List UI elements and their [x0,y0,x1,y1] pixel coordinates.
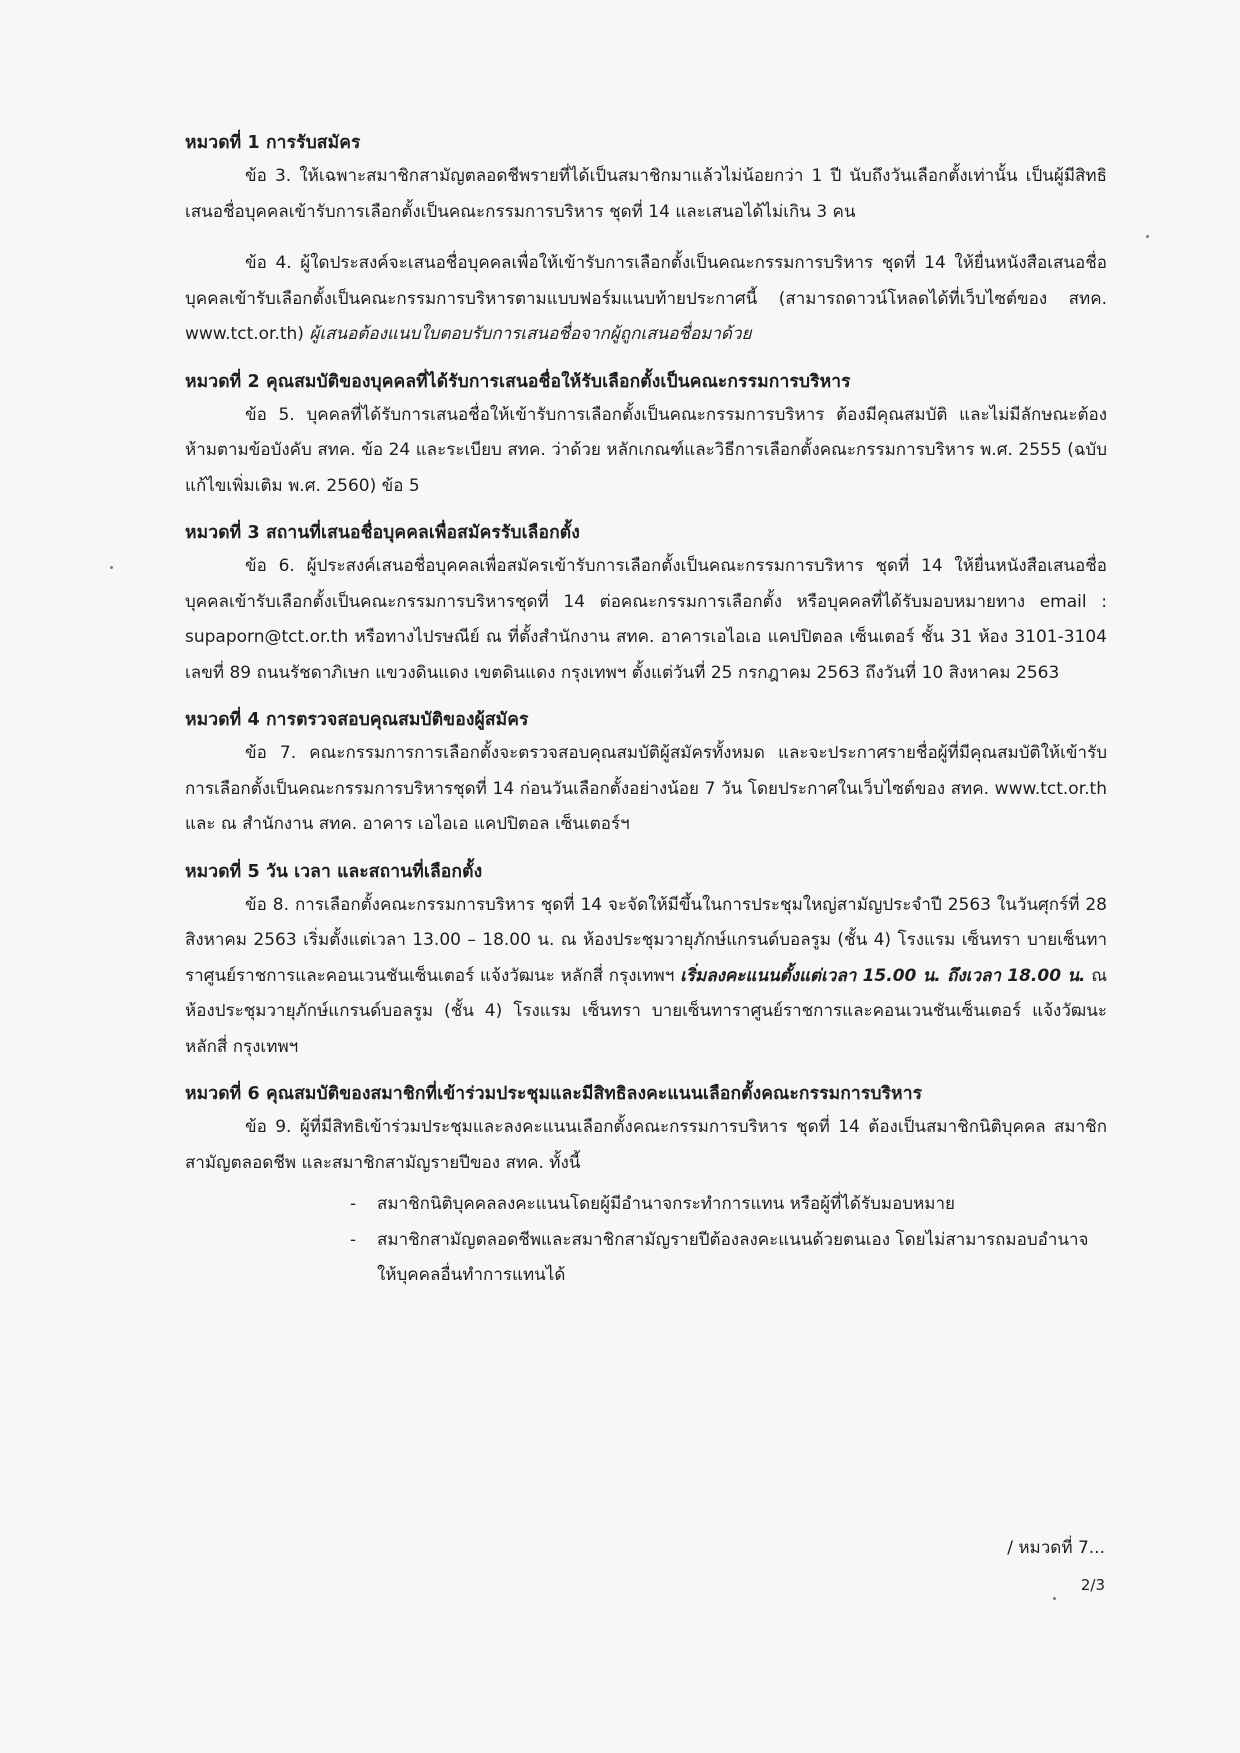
paragraph-7: ข้อ 7. คณะกรรมการการเลือกตั้งจะตรวจสอบคุณสมบัติผู้สมัครทั้งหมด และจะประกาศรายชื่อผู้ที่มีคุณสมบัติให้เข้ารับการเลือกตั้งเป็นคณะกรรมการบริหารชุดที่ 14 ก่อนวันเลือกตั้งอย่างน้อย 7 วัน โดยประกาศในเว็บไซต์ของ สทค. www.tct.or.th และ ณ สำนักงาน สทค. อาคาร เอไอเอ แคปปิตอล เซ็นเตอร์ฯ [185,743,1107,834]
list-item: - สมาชิกสามัญตลอดชีพและสมาชิกสามัญรายปีต้องลงคะแนนด้วยตนเอง โดยไม่สามารถมอบอำนาจให้บุคคลอื่นทำการแทนได้ [185,1223,1107,1294]
continuation-note: / หมวดที่ 7... [1007,1538,1105,1558]
bullet-marker: - [350,1194,357,1214]
bullet-list [185,1187,1107,1294]
section-heading: หมวดที่ 2 คุณสมบัติของบุคคลที่ได้รับการเสนอชื่อให้รับเลือกตั้งเป็นคณะกรรมการบริหาร [185,371,851,392]
paragraph-5: ข้อ 5. บุคคลที่ได้รับการเสนอชื่อให้เข้ารับการเลือกตั้งเป็นคณะกรรมการบริหาร ต้องมีคุณสมบัติ และไม่มีลักษณะต้องห้ามตามข้อบังคับ สทค. ข้อ 24 และระเบียบ สทค. ว่าด้วย หลักเกณฑ์และวิธีการเลือกตั้งคณะกรรมการบริหาร พ.ศ. 2555 (ฉบับแก้ไขเพิ่มเติม พ.ศ. 2560) ข้อ 5 [185,404,1107,496]
section-heading: หมวดที่ 5 วัน เวลา และสถานที่เลือกตั้ง [185,861,483,882]
italic-note: ผู้เสนอต้องแนบใบตอบรับการเสนอชื่อจากผู้ถูกเสนอชื่อมาด้วย [309,324,752,344]
paragraph-9: ข้อ 9. ผู้ที่มีสิทธิเข้าร่วมประชุมและลงคะแนนเลือกตั้งคณะกรรมการบริหาร ชุดที่ 14 ต้องเป็นสมาชิกนิติบุคคล สมาชิกสามัญตลอดชีพ และสมาชิกสามัญรายปีของ สทค. ทั้งนี้ [185,1117,1107,1173]
list-item: - สมาชิกนิติบุคคลลงคะแนนโดยผู้มีอำนาจกระทำการแทน หรือผู้ที่ได้รับมอบหมาย [185,1187,1107,1223]
scan-speck [1146,235,1149,238]
section-4 [185,705,1107,843]
section-heading: หมวดที่ 3 สถานที่เสนอชื่อบุคคลเพื่อสมัครรับเลือกตั้ง [185,523,580,543]
section-2 [185,367,1107,505]
section-1 [185,128,1107,353]
section-heading: หมวดที่ 4 การตรวจสอบคุณสมบัติของผู้สมัคร [185,710,529,730]
paragraph-4: ข้อ 4. ผู้ใดประสงค์จะเสนอชื่อบุคคลเพื่อให้เข้ารับการเลือกตั้งเป็นคณะกรรมการบริหาร ชุดที่ 14 ให้ยื่นหนังสือเสนอชื่อบุคคลเข้ารับเลือกตั้งเป็นคณะกรรมการบริหารตามแบบฟอร์มแนบท้ายประกาศนี้ (สามารถดาวน์โหลดได้ที่เว็บไซต์ของ สทค. www.tct.or.th) ผู้เสนอต้องแนบใบตอบรับการเสนอชื่อจากผู้ถูกเสนอชื่อมาด้วย [185,253,1107,344]
voting-time-emphasis: เริ่มลงคะแนนตั้งแต่เวลา 15.00 น. ถึงเวลา 18.00 น. [680,965,1086,986]
paragraph-6: ข้อ 6. ผู้ประสงค์เสนอชื่อบุคคลเพื่อสมัครเข้ารับการเลือกตั้งเป็นคณะกรรมการบริหาร ชุดที่ 14 ให้ยื่นหนังสือเสนอชื่อบุคคลเข้ารับเลือกตั้งเป็นคณะกรรมการบริหารชุดที่ 14 ต่อคณะกรรมการเลือกตั้ง หรือบุคคลที่ได้รับมอบหมายทาง email : supaporn@tct.or.th หรือทางไปรษณีย์ ณ ที่ตั้งสำนักงาน สทค. อาคารเอไอเอ แคปปิตอล เซ็นเตอร์ ชั้น 31 ห้อง 3101-3104 เลขที่ 89 ถนนรัชดาภิเษก แขวงดินแดง เขตดินแดง กรุงเทพฯ ตั้งแต่วันที่ 25 กรกฎาคม 2563 ถึงวันที่ 10 สิงหาคม 2563 [185,556,1107,683]
bullet-marker: - [350,1229,357,1250]
paragraph-8: ข้อ 8. การเลือกตั้งคณะกรรมการบริหาร ชุดที่ 14 จะจัดให้มีขึ้นในการประชุมใหญ่สามัญประจำปี 2563 ในวันศุกร์ที่ 28 สิงหาคม 2563 เริ่มตั้งแต่เวลา 13.00 – 18.00 น. ณ ห้องประชุมวายุภักษ์แกรนด์บอลรูม (ชั้น 4) โรงแรม เซ็นทรา บายเซ็นทาราศูนย์ราชการและคอนเวนชันเซ็นเตอร์ แจ้งวัฒนะ หลักสี่ กรุงเทพฯ เริ่มลงคะแนนตั้งแต่เวลา 15.00 น. ถึงเวลา 18.00 น. ณ ห้องประชุมวายุภักษ์แกรนด์บอลรูม (ชั้น 4) โรงแรม เซ็นทรา บายเซ็นทาราศูนย์ราชการและคอนเวนชันเซ็นเตอร์ แจ้งวัฒนะ หลักสี่ กรุงเทพฯ [185,894,1107,1057]
section-heading: หมวดที่ 6 คุณสมบัติของสมาชิกที่เข้าร่วมประชุมและมีสิทธิลงคะแนนเลือกตั้งคณะกรรมการบริหาร [185,1084,923,1104]
page-number: 2/3 [1080,1576,1105,1594]
section-6 [185,1079,1107,1294]
section-5 [185,857,1107,1066]
paragraph-3: ข้อ 3. ให้เฉพาะสมาชิกสามัญตลอดชีพรายที่ได้เป็นสมาชิกมาแล้วไม่น้อยกว่า 1 ปี นับถึงวันเลือกตั้งเท่านั้น เป็นผู้มีสิทธิเสนอชื่อบุคคลเข้ารับการเลือกตั้งเป็นคณะกรรมการบริหาร ชุดที่ 14 และเสนอได้ไม่เกิน 3 คน [185,166,1107,222]
section-3 [185,518,1107,691]
scan-speck [1053,1597,1056,1600]
scan-speck [110,566,113,569]
section-heading: หมวดที่ 1 การรับสมัคร [185,133,361,153]
document-body [185,128,1107,1308]
